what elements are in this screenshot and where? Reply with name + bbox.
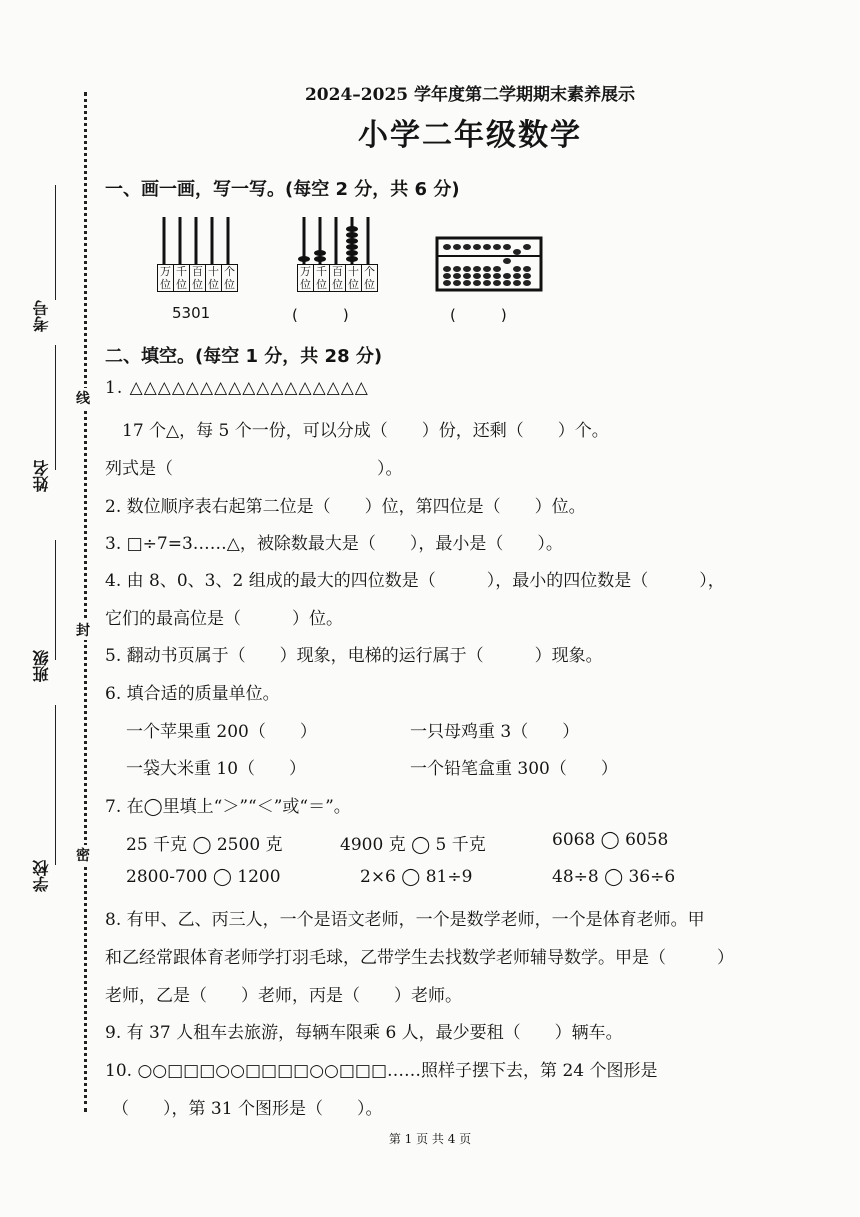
seal-mark-seal: 封 (76, 620, 90, 640)
q7-compare-3: 6068 ◯ 6058 (552, 830, 669, 850)
place-hundreds: 百位 (330, 264, 346, 292)
place-ten-thousands: 万位 (157, 264, 174, 292)
section1-title: 一、画一画，写一写。(每空 2 分，共 6 分) (105, 179, 460, 200)
q6-title: 6. 填合适的质量单位。 (105, 684, 280, 704)
place-tens: 十位 (206, 264, 222, 292)
binding-dotted-line (84, 92, 87, 1112)
exam-number-line (55, 185, 56, 300)
q1-triangles: 1. △△△△△△△△△△△△△△△△△ (105, 378, 369, 398)
place-ones: 个位 (222, 264, 238, 292)
seal-mark-line: 线 (76, 388, 90, 408)
place-ten-thousands: 万位 (297, 264, 314, 292)
q7-title: 7. 在◯里填上“＞”“＜”或“＝”。 (105, 797, 351, 817)
q1-text: 17 个△，每 5 个一份，可以分成（ ）份，还剩（ ）个。 (122, 421, 609, 441)
school-line (55, 705, 56, 865)
page-number: 第 1 页 共 4 页 (388, 1132, 472, 1146)
q4-line1: 4. 由 8、0、3、2 组成的最大的四位数是（ ），最小的四位数是（ ）， (105, 571, 725, 591)
place-table-1 (157, 264, 238, 292)
abacus3-answer[interactable]: ( ) (450, 306, 507, 324)
class-line (55, 540, 56, 660)
seal-mark-secret: 密 (76, 845, 90, 865)
q2: 2. 数位顺序表右起第二位是（ ）位，第四位是（ ）位。 (105, 497, 586, 517)
field-name: 姓名 (32, 460, 51, 492)
q5: 5. 翻动书页属于（ ）现象，电梯的运行属于（ ）现象。 (105, 646, 603, 666)
q7-compare-2: 4900 克 ◯ 5 千克 (340, 835, 486, 855)
abacus1-value: 5301 (172, 304, 211, 322)
place-ones: 个位 (362, 264, 378, 292)
q8-line2: 和乙经常跟体育老师学打羽毛球，乙带学生去找数学老师辅导数学。甲是（ ） (105, 948, 734, 968)
q7-compare-4: 2800-700 ◯ 1200 (126, 867, 281, 887)
q8-line1: 8. 有甲、乙、丙三人，一个是语文老师，一个是数学老师，一个是体育老师。甲 (105, 910, 705, 930)
name-line (55, 345, 56, 470)
q7-compare-5: 2×6 ◯ 81÷9 (360, 867, 473, 887)
q6-apple: 一个苹果重 200（ ） (126, 722, 317, 742)
subject-title: 小学二年级数学 (358, 118, 582, 153)
q3: 3. □÷7=3……△，被除数最大是（ ），最小是（ ）。 (105, 534, 563, 554)
place-tens: 十位 (346, 264, 362, 292)
place-thousands: 千位 (314, 264, 330, 292)
q7-compare-6: 48÷8 ◯ 36÷6 (552, 867, 676, 887)
field-exam-number: 考号 (32, 300, 51, 332)
q10-line2: （ ），第 31 个图形是（ ）。 (112, 1099, 383, 1119)
q8-line3: 老师，乙是（ ）老师，丙是（ ）老师。 (105, 986, 462, 1006)
section2-title: 二、填空。(每空 1 分，共 28 分) (105, 346, 383, 367)
field-class: 班级 (32, 650, 51, 682)
suanpan-icon (435, 236, 545, 294)
abacus2-answer[interactable]: ( ) (292, 306, 349, 324)
place-thousands: 千位 (174, 264, 190, 292)
field-school: 学校 (32, 860, 51, 892)
q7-compare-1: 25 千克 ◯ 2500 克 (126, 835, 283, 855)
q6-rice: 一袋大米重 10（ ） (126, 759, 307, 779)
q9: 9. 有 37 人租车去旅游，每辆车限乘 6 人，最少要租（ ）辆车。 (105, 1023, 623, 1043)
place-table-2 (297, 264, 378, 292)
q10-line1: 10. ○○□□□○○□□□□○○□□□……照样子摆下去，第 24 个图形是 (105, 1061, 658, 1081)
q6-hen: 一只母鸡重 3（ ） (410, 722, 580, 742)
term-title: 2024–2025 学年度第二学期期末素养展示 (304, 85, 636, 105)
suanpan (435, 236, 545, 298)
q4-line2: 它们的最高位是（ ）位。 (105, 609, 343, 629)
place-hundreds: 百位 (190, 264, 206, 292)
q1-formula: 列式是（ ）。 (105, 459, 403, 479)
q6-pencil-box: 一个铅笔盒重 300（ ） (410, 759, 618, 779)
